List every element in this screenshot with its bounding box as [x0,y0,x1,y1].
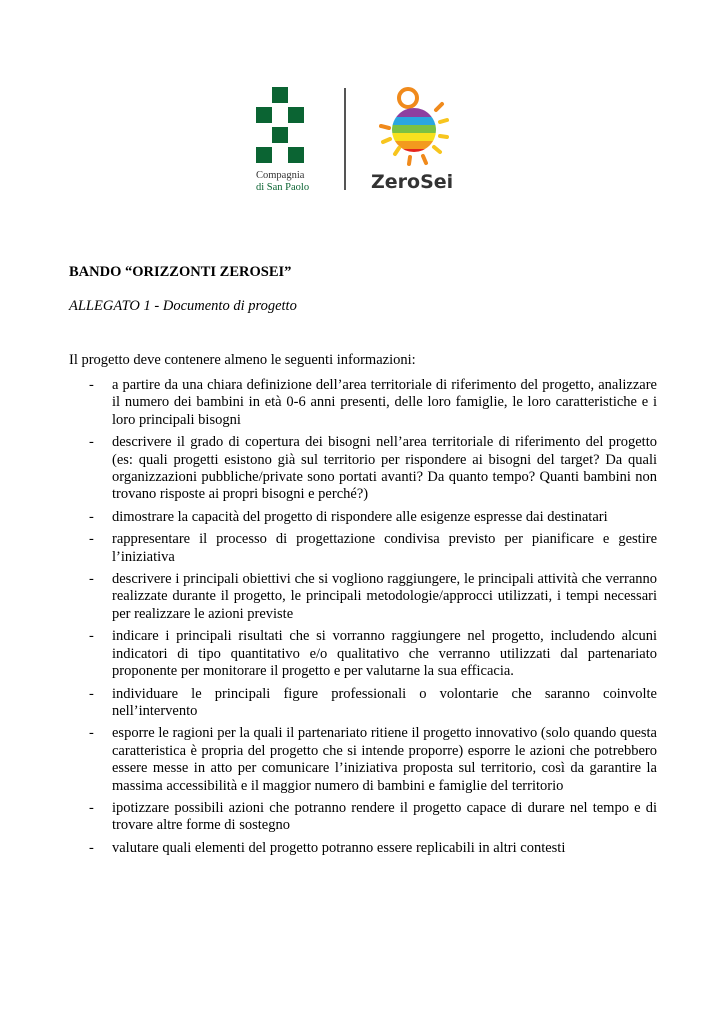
list-item-text: indicare i principali risultati che si vorranno raggiungere nel progetto, includendo alcuni indicatori di tipo quantitativo e/o qualitativo che verranno utilizzati dal partenariato proponente per monitorare il progetto e per valutarne la sua efficacia. [112,628,657,680]
logo-text-zerosei: ZeroSei [371,171,454,193]
logo-text-compagnia: Compagnia [256,170,305,181]
header-logos [250,80,480,195]
list-item-text: individuare le principali figure professionali o volontarie che saranno coinvolte nell’intervento [112,685,657,719]
list-item [89,840,657,857]
bullet-dash: - [89,839,94,856]
list-item [89,377,657,429]
list-item [89,509,657,526]
list-item [89,686,657,721]
list-item-text: descrivere i principali obiettivi che si vogliono raggiungere, le principali attività che verranno realizzate durante il progetto, le principali metodologie/approcci utilizzati, i tempi necessari per realizzare le azioni previste [112,571,657,622]
list-item-text: a partire da una chiara definizione dell’area territoriale di riferimento del progetto, analizzare il numero dei bambini in età 0-6 anni presenti, delle loro famiglie, le loro caratteristiche e i loro principali bisogni [112,377,657,428]
list-item-text: descrivere il grado di copertura dei bisogni nell’area territoriale di riferimento del progetto (es: quali progetti esistono già sul territorio per rispondere ai bisogni del target? Da quali organizzazioni pubbliche/private sono portati avanti? Da quanto tempo? Quanti bambini non trovano risposte ai propri bisogni e perché?) [112,434,657,503]
requirements-list [89,377,657,862]
compagnia-san-paolo-logo [256,87,309,193]
logo-text-san-paolo: di San Paolo [256,182,310,193]
document-title: BANDO “ORIZZONTI ZEROSEI” [69,264,292,280]
bullet-dash: - [89,531,94,548]
bullet-dash: - [89,725,94,742]
list-item [89,800,657,835]
list-item [89,725,657,795]
bullet-dash: - [89,799,94,816]
logo-divider [344,88,346,190]
zerosei-logo [371,89,453,193]
document-subtitle: ALLEGATO 1 - Documento di progetto [69,298,297,314]
bullet-dash: - [89,628,94,645]
list-item [89,571,657,623]
bullet-dash: - [89,434,94,451]
logos-graphic [250,80,480,195]
list-item [89,628,657,680]
bullet-dash: - [89,685,94,702]
list-item-text: esporre le ragioni per la quali il partenariato ritiene il progetto innovativo (solo quando questa caratteristica è propria del progetto che si intende proporre) esporre le azioni che potrebbero essere messe in atto per comunicare l’iniziativa proposta sul territorio, così da garantire la massima accessibilità e il maggior numero di bambini e famiglie del territorio [112,725,657,794]
list-item-text: dimostrare la capacità del progetto di rispondere alle esigenze espresse dai destinatari [112,508,608,525]
list-item-text: rappresentare il processo di progettazione condivisa previsto per pianificare e gestire l’iniziativa [112,531,657,565]
list-item [89,531,657,566]
bullet-dash: - [89,508,94,525]
bullet-dash: - [89,571,94,588]
list-item-text: valutare quali elementi del progetto potranno essere replicabili in altri contesti [112,839,566,856]
bullet-dash: - [89,377,94,393]
intro-text: Il progetto deve contenere almeno le seguenti informazioni: [69,352,416,368]
list-item [89,434,657,504]
list-item-text: ipotizzare possibili azioni che potranno rendere il progetto capace di durare nel tempo e di trovare altre forme di sostegno [112,799,657,834]
